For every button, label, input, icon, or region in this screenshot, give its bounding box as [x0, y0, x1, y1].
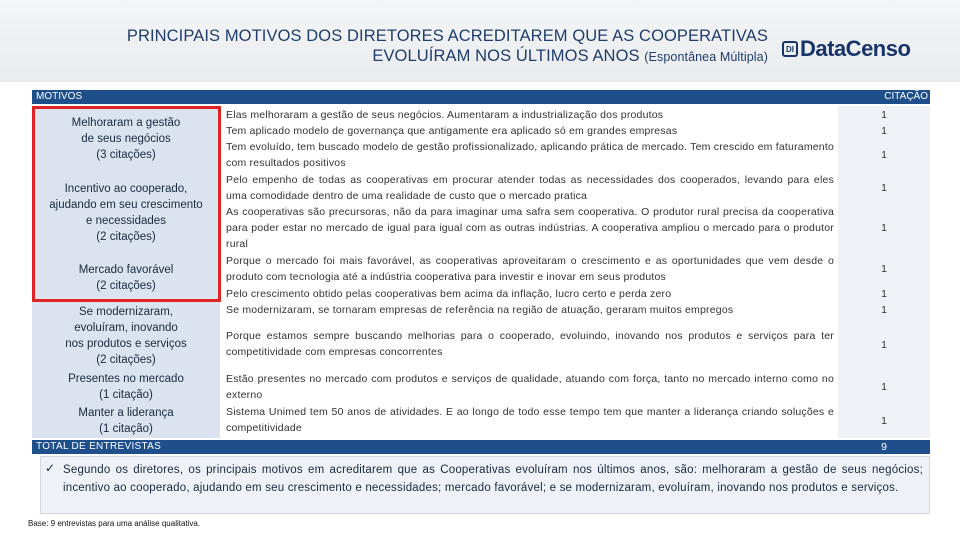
category-line: (2 citações): [96, 231, 156, 243]
category-manter-lideranca: [32, 404, 220, 438]
total-value: 9: [881, 441, 887, 453]
citation-11: 1: [881, 415, 887, 427]
citation-6: 1: [881, 263, 887, 275]
category-line: (3 citações): [96, 149, 156, 161]
category-line: nos produtos e serviços: [65, 338, 187, 350]
datacenso-logo: [782, 34, 910, 64]
base-note: Base: 9 entrevistas para uma análise qualitativa.: [28, 519, 201, 528]
citation-7: 1: [881, 288, 887, 300]
logo-mark-icon: DI: [782, 41, 798, 57]
category-line: (2 citações): [96, 354, 156, 366]
check-icon: ✓: [45, 461, 56, 475]
category-line: (1 citação): [99, 389, 153, 401]
statement-4: Pelo empenho de todas as cooperativas em procurar atender todas as necessidades dos cooperados, levando para eles uma comodidade dentro de uma realidade de custo que o mercado pratica: [226, 174, 834, 203]
title-line-2: EVOLUÍRAM NOS ÚLTIMOS ANOS: [372, 47, 640, 65]
summary-text: Segundo os diretores, os principais motivos em acreditarem que as Cooperativas evoluíram nos últimos anos, são: melhoraram a gestão de seus negócios; incentivo ao cooperado, ajudando em seu crescimento e necessidades; mercado favorável; e se modernizaram, evoluíram, inovando nos produtos e serviços.: [63, 464, 923, 494]
category-modernizaram: [32, 302, 220, 370]
category-line: Mercado favorável: [78, 264, 174, 276]
page-title: [40, 26, 768, 67]
citation-4: 1: [881, 182, 887, 194]
statement-1: Elas melhoraram a gestão de seus negócios. Aumentaram a industrialização dos produtos: [226, 109, 664, 121]
statement-9: Porque estamos sempre buscando melhorias para o cooperado, evoluindo, inovando nos produtos e serviços para ter competitividade com empresas concorrentes: [226, 330, 834, 359]
category-line: Se modernizaram,: [79, 306, 173, 318]
category-line: de seus negócios: [81, 133, 171, 145]
category-gestao: [32, 106, 220, 172]
category-line: (1 citação): [99, 423, 153, 435]
total-label: TOTAL DE ENTREVISTAS: [36, 441, 162, 452]
category-incentivo: [32, 172, 220, 254]
citation-2: 1: [881, 125, 887, 137]
category-line: Melhoraram a gestão: [71, 117, 181, 129]
statement-10: Estão presentes no mercado com produtos e serviços de qualidade, atuando com força, tanto no mercado interno como no externo: [226, 373, 834, 402]
title-line-1: PRINCIPAIS MOTIVOS DOS DIRETORES ACREDITAREM QUE AS COOPERATIVAS: [126, 27, 768, 45]
citation-8: 1: [881, 304, 887, 316]
category-line: e necessidades: [86, 215, 166, 227]
statement-3: Tem evoluído, tem buscado modelo de gestão profissionalizado, aplicando prática de mercado. Tem crescido em faturamento com resultados positivos: [226, 141, 834, 170]
category-line: ajudando em seu crescimento: [49, 199, 203, 211]
statement-6: Porque o mercado foi mais favorável, as cooperativas aproveitaram o crescimento e as oportunidades que vem desde o produto com tecnologia até a indústria cooperativa para investir e inovar em seus produtos: [226, 255, 834, 284]
category-presentes-mercado: [32, 370, 220, 404]
category-mercado-favoravel: [32, 254, 220, 302]
statement-7: Pelo crescimento obtido pelas cooperativas bem acima da inflação, lucro certo e perda zero: [226, 288, 672, 300]
logo-text: DataCenso: [800, 36, 911, 61]
statement-2: Tem aplicado modelo de governança que antigamente era aplicado só em grandes empresas: [226, 125, 678, 137]
category-line: Manter a liderança: [78, 407, 174, 419]
citation-1: 1: [881, 109, 887, 121]
statement-11: Sistema Unimed tem 50 anos de atividades. E ao longo de todo esse tempo tem que manter a liderança criando soluções e competitividade: [226, 406, 834, 435]
citation-10: 1: [881, 381, 887, 393]
category-line: evoluíram, inovando: [74, 322, 178, 334]
category-line: Presentes no mercado: [68, 373, 184, 385]
category-line: (2 citações): [96, 280, 156, 292]
total-row: [32, 440, 930, 454]
citation-9: 1: [881, 339, 887, 351]
table-header: [32, 90, 930, 104]
statement-8: Se modernizaram, se tornaram empresas de referência na região de atuação, geraram muitos empregos: [226, 304, 734, 316]
header-motivos: MOTIVOS: [36, 91, 83, 102]
statement-5: As cooperativas são precursoras, não da para imaginar uma safra sem cooperativa. O produtor rural precisa da cooperativa para poder estar no mercado de igual para igual com as outras indústrias. A cooperativa ampliou o mercado para o produtor rural: [226, 206, 834, 251]
citation-5: 1: [881, 222, 887, 234]
citation-3: 1: [881, 149, 887, 161]
category-line: Incentivo ao cooperado,: [64, 183, 188, 195]
summary-box: [40, 456, 930, 514]
header-citacao: CITAÇÃO: [884, 91, 928, 102]
title-qualifier: (Espontânea Múltipla): [644, 50, 768, 64]
